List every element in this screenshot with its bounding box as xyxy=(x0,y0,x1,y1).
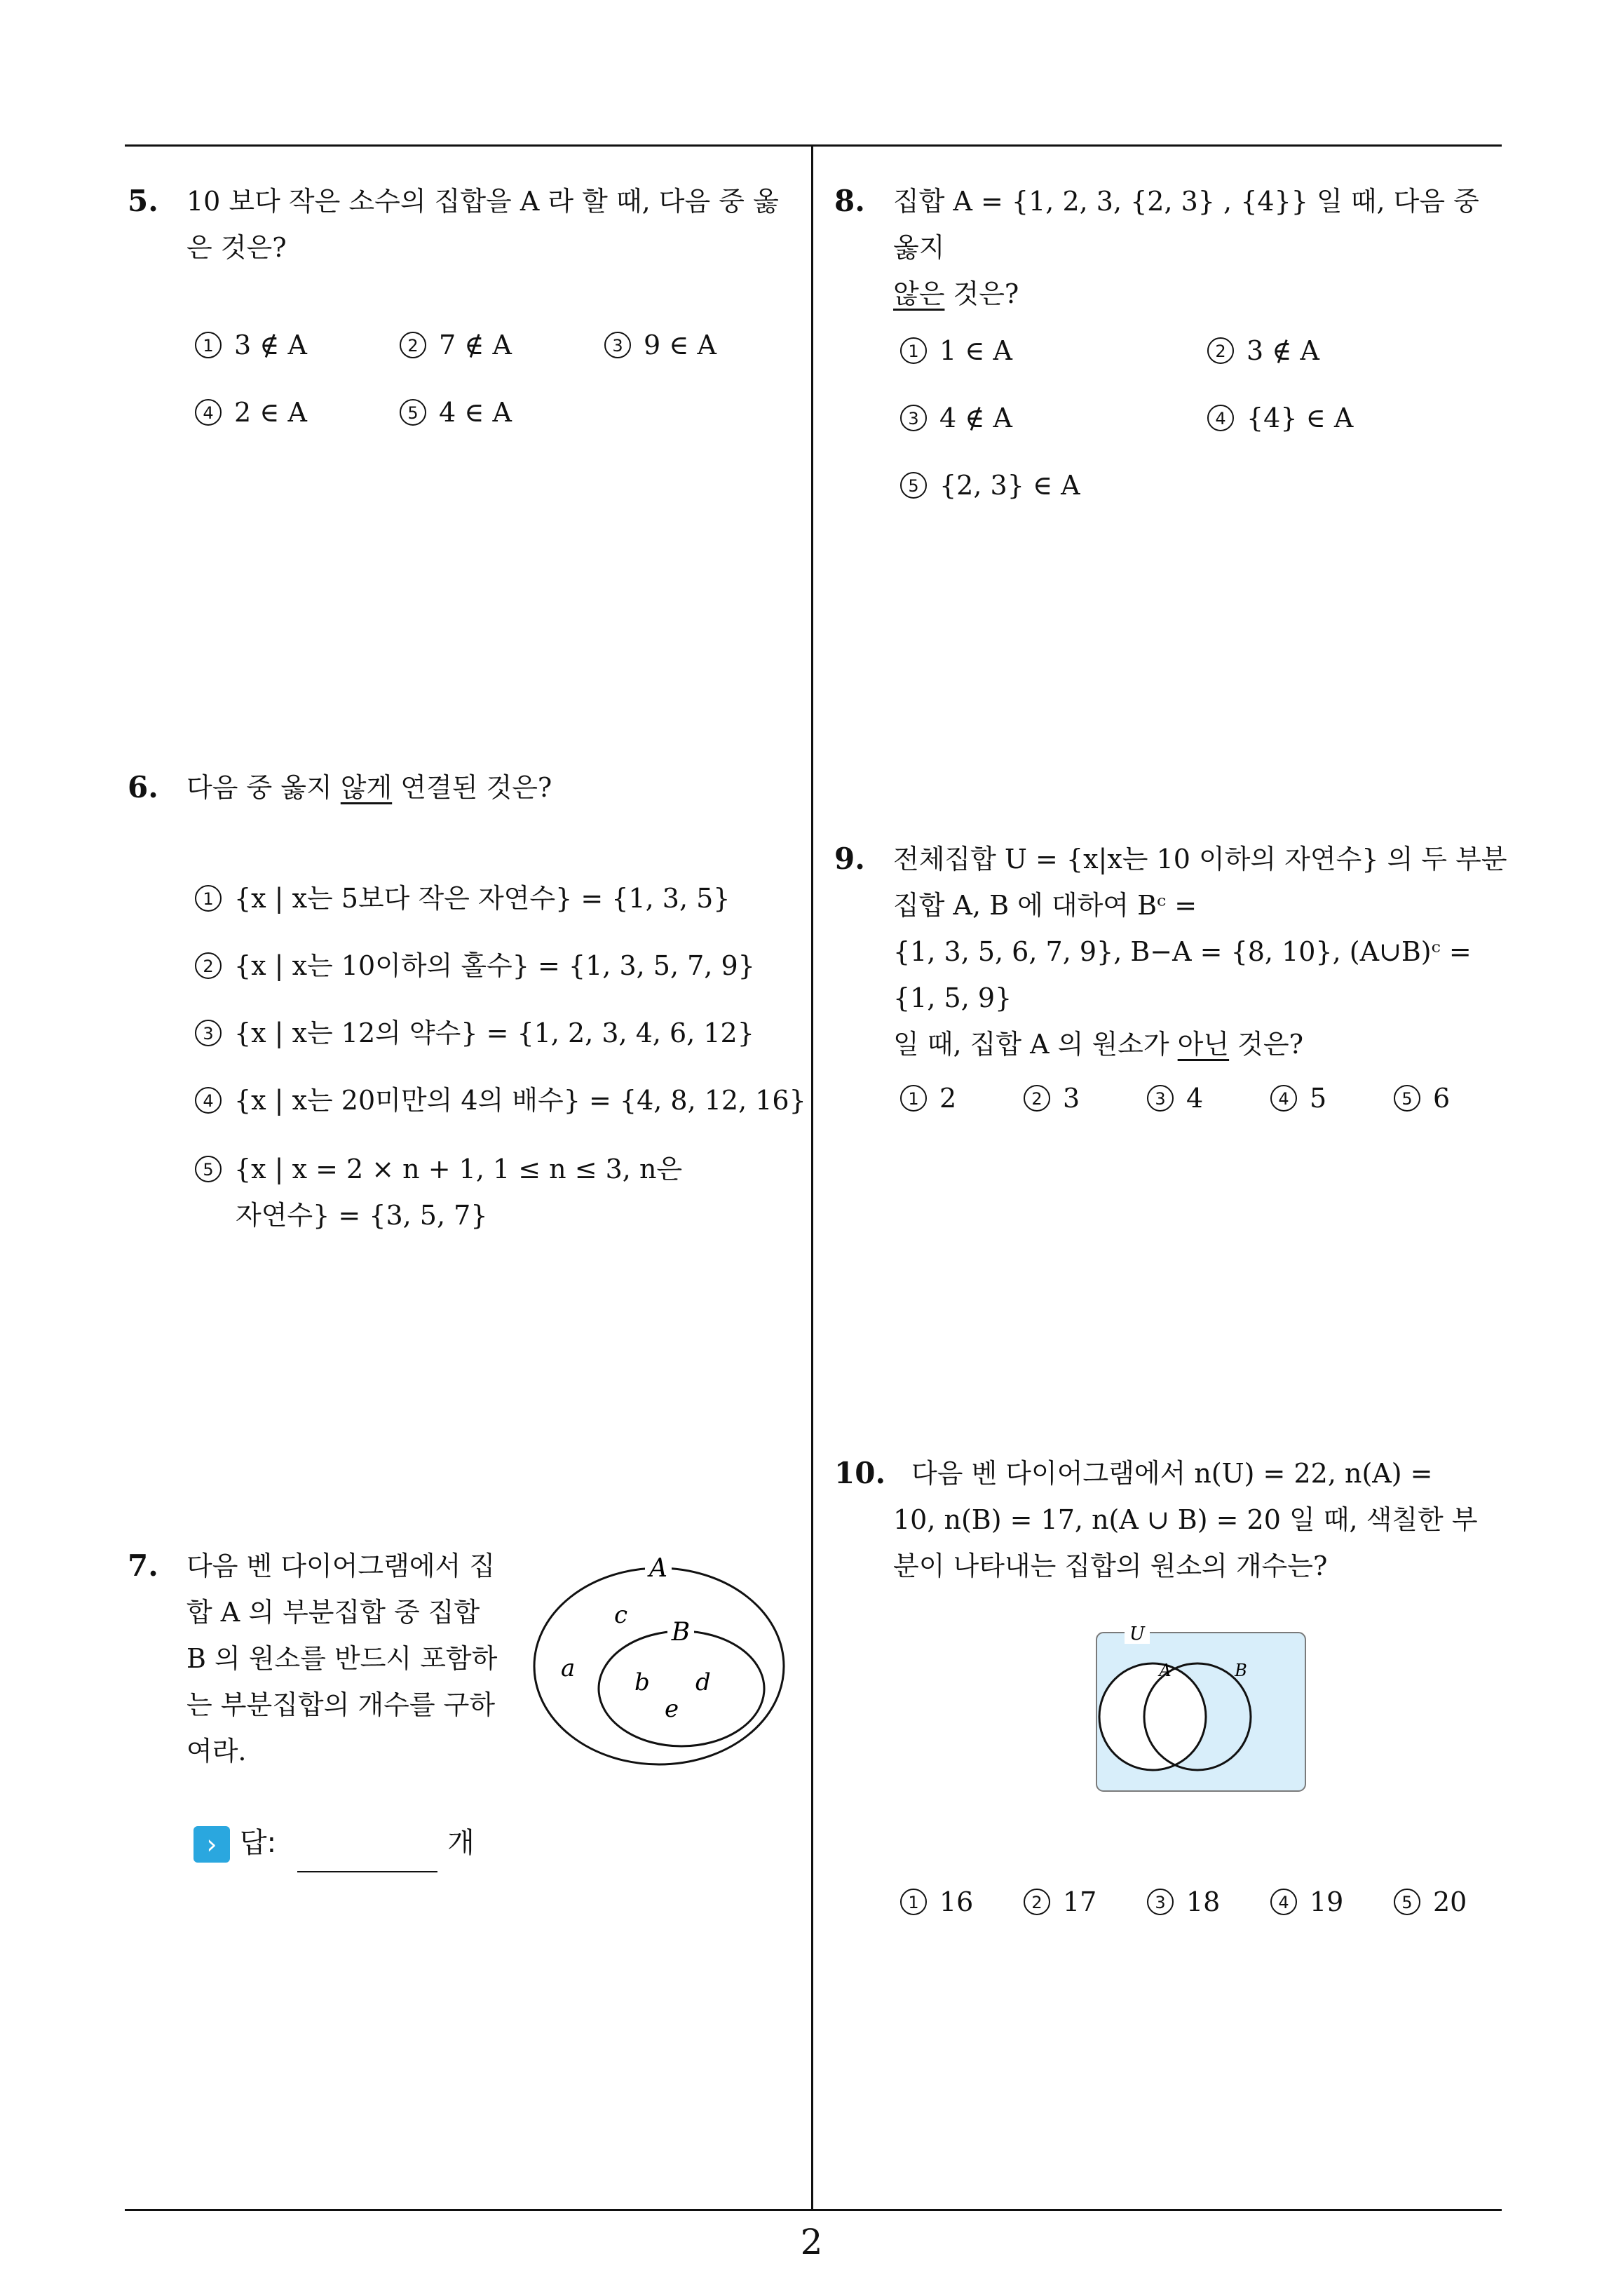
choice-text: 5 xyxy=(1310,1083,1327,1114)
choice-5[interactable] xyxy=(1394,1083,1450,1114)
page-number: 2 xyxy=(800,2222,823,2262)
choice-marker: 5 xyxy=(400,399,426,426)
choice-2[interactable] xyxy=(400,330,512,361)
question-stem: 10 보다 작은 소수의 집합을 A 라 할 때, 다음 중 옳은 것은? xyxy=(186,186,779,263)
choice-text: 4 ∉ A xyxy=(939,403,1012,433)
choice-marker: 4 xyxy=(195,1087,222,1114)
choice-4[interactable] xyxy=(1207,403,1353,434)
set-label-a: A xyxy=(1159,1661,1172,1680)
emphasis-underline: 않게 xyxy=(340,772,393,803)
choice-3[interactable] xyxy=(900,403,1012,434)
choice-text: 19 xyxy=(1310,1886,1344,1917)
choice-marker: 4 xyxy=(1270,1889,1297,1915)
universe-label: U xyxy=(1129,1623,1145,1645)
question-number: 7. xyxy=(128,1548,158,1583)
set-label-b: B xyxy=(671,1618,691,1647)
choice-text: 4 xyxy=(1186,1083,1204,1114)
choice-marker: 2 xyxy=(1207,337,1234,364)
choice-marker: 2 xyxy=(195,952,222,979)
question-stem: 다음 벤 다이어그램에서 n(U) = 22, n(A) = 10, n(B) = 17, n(A ∪ B) = 20 일 때, 색칠한 부 분이 나타내는 집합의 원소의 개수는? xyxy=(893,1458,1478,1581)
answer-unit: 개 xyxy=(447,1827,475,1859)
venn-diagram-q7 xyxy=(533,1555,792,1780)
choice-5[interactable] xyxy=(900,470,1080,501)
choice-4[interactable] xyxy=(195,1079,806,1117)
choice-text: 9 ∈ A xyxy=(644,330,717,360)
choice-marker: 2 xyxy=(400,332,426,358)
choice-marker: 1 xyxy=(900,1085,927,1112)
question-number: 10. xyxy=(834,1456,886,1490)
choice-marker: 4 xyxy=(1207,405,1234,431)
question-7 xyxy=(128,1543,520,1774)
answer-box-q7 xyxy=(193,1821,475,1863)
element-d: d xyxy=(695,1668,711,1696)
choice-text: 20 xyxy=(1433,1886,1467,1917)
choice-marker: 3 xyxy=(195,1020,222,1046)
question-5 xyxy=(128,178,801,271)
choice-text: 4 ∈ A xyxy=(439,397,512,428)
choice-3[interactable] xyxy=(604,330,717,361)
choice-marker: 3 xyxy=(1147,1889,1174,1915)
choice-1[interactable] xyxy=(900,335,1012,367)
question-stem: 다음 중 옳지 않게 연결된 것은? xyxy=(186,772,552,803)
choice-3[interactable] xyxy=(1147,1083,1203,1114)
choice-marker: 3 xyxy=(900,405,927,431)
question-9 xyxy=(834,836,1507,1067)
choice-text: {x | x는 10이하의 홀수} = {1, 3, 5, 7, 9} xyxy=(234,950,755,981)
choice-5[interactable] xyxy=(1394,1886,1467,1918)
choice-1[interactable] xyxy=(900,1083,956,1114)
choice-5[interactable] xyxy=(400,397,512,428)
question-number: 9. xyxy=(834,842,865,876)
choice-text-continued: 자연수} = {3, 5, 7} xyxy=(236,1200,488,1231)
question-number: 5. xyxy=(128,184,158,218)
choice-text: 2 xyxy=(939,1083,957,1114)
question-stem: 집합 A = {1, 2, 3, {2, 3} , {4}} 일 때, 다음 중 옳지 않은 것은? xyxy=(893,186,1479,309)
answer-arrow-icon: › xyxy=(193,1826,230,1863)
choice-marker: 3 xyxy=(604,332,631,358)
choice-2[interactable] xyxy=(1024,1083,1080,1114)
choice-text: 2 ∈ A xyxy=(234,397,307,428)
choice-5[interactable] xyxy=(195,1146,682,1238)
choice-text: {x | x는 20미만의 4의 배수} = {4, 8, 12, 16} xyxy=(234,1085,806,1116)
choice-text: 18 xyxy=(1186,1886,1221,1917)
choice-marker: 4 xyxy=(195,399,222,426)
choice-marker: 5 xyxy=(195,1156,222,1182)
choice-marker: 1 xyxy=(900,337,927,364)
choice-1[interactable] xyxy=(195,877,730,915)
emphasis-underline: 않은 xyxy=(893,278,945,309)
question-6 xyxy=(128,764,801,811)
choice-3[interactable] xyxy=(195,1011,754,1050)
choice-marker: 2 xyxy=(1024,1889,1050,1915)
question-number: 8. xyxy=(834,184,865,218)
choice-marker: 5 xyxy=(900,472,927,499)
choice-text: 3 xyxy=(1063,1083,1080,1114)
choice-text: 7 ∉ A xyxy=(439,330,512,360)
choice-marker: 1 xyxy=(195,885,222,912)
question-10 xyxy=(834,1450,1507,1589)
question-8 xyxy=(834,178,1507,317)
element-e: e xyxy=(665,1695,679,1723)
question-stem: 전체집합 U = {x|x는 10 이하의 자연수} 의 두 부분 집합 A, B 에 대하여 Bᶜ = {1, 3, 5, 6, 7, 9}, B−A = {8, 10}, (A∪B)ᶜ = {1, 5, 9} 일 때, 집합 A 의 원소가 아닌 것은? xyxy=(893,844,1507,1060)
choice-text: 3 ∉ A xyxy=(234,330,307,360)
venn-diagram-q10 xyxy=(1094,1620,1311,1795)
element-a: a xyxy=(561,1654,576,1682)
choice-1[interactable] xyxy=(900,1886,973,1918)
emphasis-underline: 아닌 xyxy=(1177,1029,1230,1060)
question-stem: 다음 벤 다이어그램에서 집 합 A 의 부분집합 중 집합 B 의 원소를 반드시 포함하 는 부분집합의 개수를 구하 여라. xyxy=(186,1551,498,1767)
choice-3[interactable] xyxy=(1147,1886,1220,1918)
choice-4[interactable] xyxy=(195,397,307,428)
choice-2[interactable] xyxy=(1024,1886,1096,1918)
choice-marker: 5 xyxy=(1394,1085,1420,1112)
choice-text: {x | x는 12의 약수} = {1, 2, 3, 4, 6, 12} xyxy=(234,1018,754,1048)
choice-text: {2, 3} ∈ A xyxy=(939,470,1080,501)
choice-2[interactable] xyxy=(195,944,755,982)
set-label-a: A xyxy=(649,1555,667,1583)
choice-marker: 1 xyxy=(900,1889,927,1915)
element-b: b xyxy=(634,1668,650,1696)
column-divider xyxy=(811,144,813,2210)
choice-marker: 3 xyxy=(1147,1085,1174,1112)
choice-text: {4} ∈ A xyxy=(1247,403,1354,433)
set-label-b: B xyxy=(1235,1661,1247,1680)
choice-marker: 4 xyxy=(1270,1085,1297,1112)
choice-1[interactable] xyxy=(195,330,307,361)
choice-text: {x | x는 5보다 작은 자연수} = {1, 3, 5} xyxy=(234,883,731,914)
question-number: 6. xyxy=(128,770,158,804)
choice-text: 6 xyxy=(1433,1083,1451,1114)
choice-marker: 1 xyxy=(195,332,222,358)
choice-4[interactable] xyxy=(1270,1886,1343,1918)
choice-marker: 5 xyxy=(1394,1889,1420,1915)
top-rule xyxy=(125,144,1502,147)
choice-text: 3 ∉ A xyxy=(1247,335,1319,366)
choice-4[interactable] xyxy=(1270,1083,1326,1114)
choice-text: 17 xyxy=(1063,1886,1097,1917)
answer-label: 답: xyxy=(240,1827,277,1859)
choice-marker: 2 xyxy=(1024,1085,1050,1112)
bottom-rule xyxy=(125,2209,1502,2211)
element-c: c xyxy=(614,1601,628,1629)
choice-text: 16 xyxy=(939,1886,974,1917)
choice-text: {x | x = 2 × n + 1, 1 ≤ n ≤ 3, n은 xyxy=(234,1154,683,1184)
choice-2[interactable] xyxy=(1207,335,1319,367)
choice-text: 1 ∈ A xyxy=(939,335,1012,366)
answer-input[interactable] xyxy=(297,1843,437,1872)
